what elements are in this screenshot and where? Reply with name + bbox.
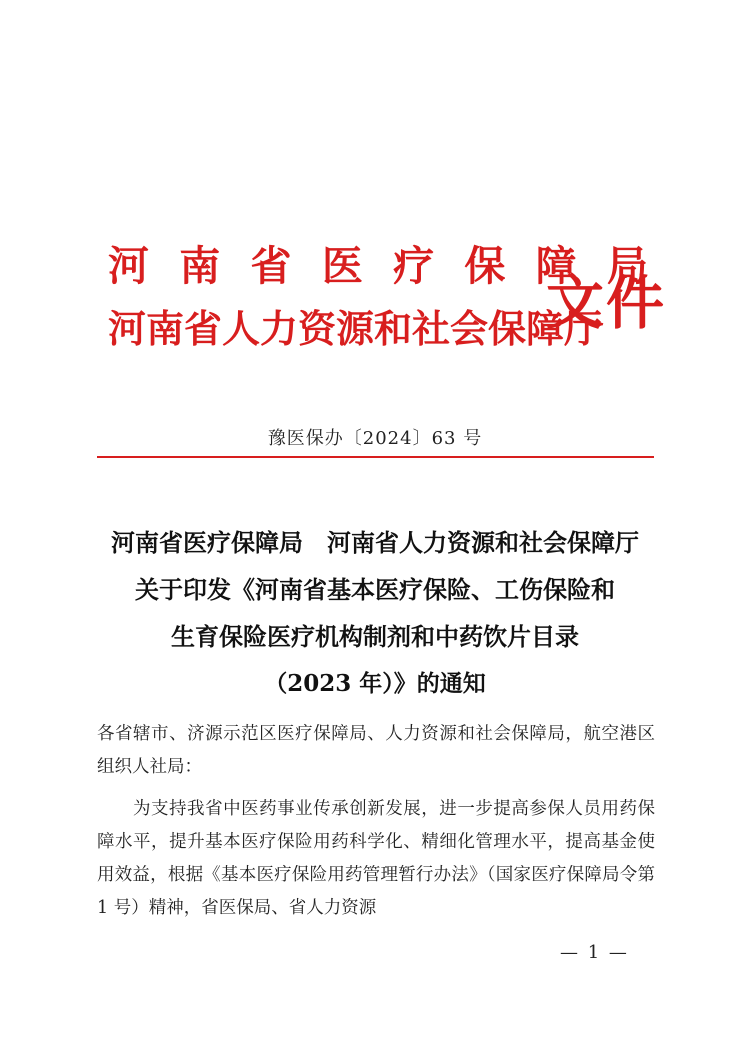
issuer-name-medical-security: 河 南 省 医 疗 保 障 局 [108, 242, 656, 290]
document-header [108, 242, 668, 366]
notice-title-line-2: 关于印发《河南省基本医疗保险、工伤保险和 [135, 575, 615, 604]
page-number: — 1 — [560, 942, 629, 963]
body-paragraph: 为支持我省中医药事业传承创新发展，进一步提高参保人员用药保障水平，提升基本医疗保险用药科学化、精细化管理水平，提高基金使用效益，根据《基本医疗保险用药管理暂行办法》（国家医疗保障局令第 1 号）精神，省医保局、省人力资源 [97, 799, 655, 918]
notice-title-line-3: 生育保险医疗机构制剂和中药饮片目录 [171, 622, 579, 651]
document-number: 豫医保办〔2024〕63 号 [267, 428, 483, 449]
issuer-name-human-resources: 河南省人力资源和社会保障厅 [108, 306, 603, 351]
notice-title-line-4: （2023 年）》的通知 [264, 670, 486, 697]
red-divider-line [97, 456, 654, 458]
notice-title-line-1: 河南省医疗保障局 河南省人力资源和社会保障厅 [111, 528, 639, 557]
document-type-label: 文件 [546, 269, 667, 337]
salutation-paragraph: 各省辖市、济源示范区医疗保障局、人力资源和社会保障局，航空港区组织人社局： [97, 724, 655, 777]
